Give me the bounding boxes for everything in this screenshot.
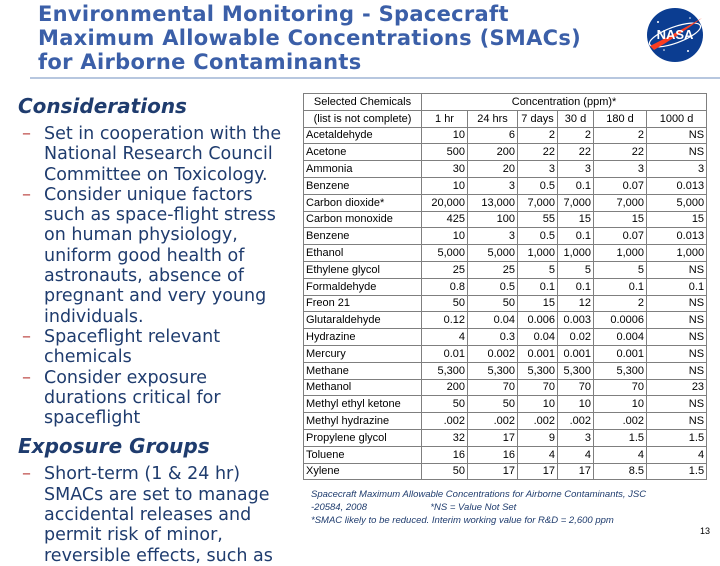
table-footnote: [311, 488, 711, 527]
concentration-cell: 10: [518, 396, 558, 413]
concentration-cell: 1.5: [594, 429, 647, 446]
concentration-cell: 2: [518, 127, 558, 144]
concentration-cell: 7,000: [518, 194, 558, 211]
concentration-cell: 0.001: [558, 345, 594, 362]
header-1000d: 1000 d: [647, 110, 707, 127]
table-body: [304, 127, 707, 480]
table-row: [304, 413, 707, 430]
page-number: 13: [700, 526, 711, 536]
chemical-name-cell: Hydrazine: [304, 329, 422, 346]
concentration-cell: 70: [594, 379, 647, 396]
concentration-cell: 2: [558, 127, 594, 144]
table-row: [304, 211, 707, 228]
bullet-text: Consider unique factors such as space-flight stress on human physiology, uniform good health of astronauts, absence of pregnant and very young individuals.: [44, 184, 276, 327]
concentration-cell: 32: [422, 429, 468, 446]
table-row: [304, 312, 707, 329]
chemical-name-cell: Freon 21: [304, 295, 422, 312]
concentration-cell: 10: [422, 127, 468, 144]
chemical-name-cell: Xylene: [304, 463, 422, 480]
header-concentration: Concentration (ppm)*: [422, 94, 707, 111]
footnote-line-3: *SMAC likely to be reduced. Interim working value for R&D = 2,600 ppm: [311, 515, 614, 526]
concentration-cell: 0.04: [468, 312, 518, 329]
exposure-groups-bullet: [18, 464, 288, 565]
concentration-cell: 0.07: [594, 177, 647, 194]
concentration-cell: 15: [647, 211, 707, 228]
left-column: [18, 92, 288, 566]
concentration-cell: 23: [647, 379, 707, 396]
table-row: [304, 127, 707, 144]
concentration-cell: 7,000: [594, 194, 647, 211]
concentration-cell: 0.003: [558, 312, 594, 329]
concentration-cell: NS: [647, 295, 707, 312]
concentration-cell: .002: [468, 413, 518, 430]
concentration-cell: NS: [647, 362, 707, 379]
concentration-cell: 70: [468, 379, 518, 396]
bullet-text: Short-term (1 & 24 hr) SMACs are set to manage accidental releases and permit risk of minor, reversible effects, such as: [44, 464, 273, 566]
chemical-name-cell: Methyl hydrazine: [304, 413, 422, 430]
considerations-bullet: [18, 368, 288, 429]
concentration-cell: 0.1: [518, 278, 558, 295]
concentration-cell: 50: [422, 295, 468, 312]
concentration-cell: 5,300: [518, 362, 558, 379]
concentration-cell: 0.004: [594, 329, 647, 346]
header-30d: 30 d: [558, 110, 594, 127]
nasa-logo: [644, 6, 706, 64]
considerations-bullet: [18, 185, 288, 327]
chemical-name-cell: Carbon dioxide*: [304, 194, 422, 211]
table-row: [304, 446, 707, 463]
concentration-cell: 3: [594, 161, 647, 178]
concentration-cell: 15: [594, 211, 647, 228]
concentration-cell: 10: [594, 396, 647, 413]
concentration-cell: 8.5: [594, 463, 647, 480]
concentration-cell: NS: [647, 329, 707, 346]
concentration-cell: 3: [647, 161, 707, 178]
title-line-2: Maximum Allowable Concentrations (SMACs): [38, 26, 582, 50]
table-row: [304, 379, 707, 396]
concentration-cell: 0.12: [422, 312, 468, 329]
concentration-cell: .002: [422, 413, 468, 430]
concentration-cell: 5,300: [468, 362, 518, 379]
concentration-cell: 1.5: [647, 463, 707, 480]
concentration-cell: 30: [422, 161, 468, 178]
chemical-name-cell: Propylene glycol: [304, 429, 422, 446]
concentration-cell: .002: [558, 413, 594, 430]
concentration-cell: 5,300: [594, 362, 647, 379]
concentration-cell: 17: [558, 463, 594, 480]
table-row: [304, 245, 707, 262]
page-title: [38, 2, 638, 74]
table-row: [304, 295, 707, 312]
smac-table: [303, 93, 707, 480]
chemical-name-cell: Methanol: [304, 379, 422, 396]
chemical-name-cell: Acetone: [304, 144, 422, 161]
concentration-cell: 15: [558, 211, 594, 228]
concentration-cell: 0.5: [468, 278, 518, 295]
table-row: [304, 329, 707, 346]
concentration-cell: 0.0006: [594, 312, 647, 329]
chemical-name-cell: Mercury: [304, 345, 422, 362]
concentration-cell: 0.1: [594, 278, 647, 295]
table-row: [304, 362, 707, 379]
table-row: [304, 396, 707, 413]
concentration-cell: 2: [594, 295, 647, 312]
concentration-cell: 0.1: [647, 278, 707, 295]
concentration-cell: 17: [468, 429, 518, 446]
concentration-cell: NS: [647, 144, 707, 161]
concentration-cell: 17: [518, 463, 558, 480]
dash-bullet-icon: –: [22, 183, 31, 205]
concentration-cell: 1,000: [594, 245, 647, 262]
table-row: [304, 429, 707, 446]
chemical-name-cell: Toluene: [304, 446, 422, 463]
concentration-cell: NS: [647, 312, 707, 329]
footnote-line-2: -20584, 2008 *NS = Value Not Set: [311, 502, 517, 513]
concentration-cell: 17: [468, 463, 518, 480]
exposure-groups-heading: Exposure Groups: [18, 434, 210, 459]
concentration-cell: .002: [594, 413, 647, 430]
concentration-cell: 3: [468, 228, 518, 245]
table-row: [304, 261, 707, 278]
concentration-cell: 3: [468, 177, 518, 194]
concentration-cell: 0.1: [558, 228, 594, 245]
table-row: [304, 278, 707, 295]
chemical-name-cell: Benzene: [304, 228, 422, 245]
concentration-cell: 10: [558, 396, 594, 413]
concentration-cell: 4: [558, 446, 594, 463]
concentration-cell: 1,000: [558, 245, 594, 262]
concentration-cell: 20,000: [422, 194, 468, 211]
concentration-cell: 50: [468, 295, 518, 312]
nasa-logo-text: NASA: [656, 27, 694, 42]
concentration-cell: 22: [594, 144, 647, 161]
concentration-cell: 50: [422, 463, 468, 480]
chemical-name-cell: Methane: [304, 362, 422, 379]
table-subheader-row: [304, 110, 707, 127]
concentration-cell: 0.02: [558, 329, 594, 346]
concentration-cell: 5,000: [468, 245, 518, 262]
bullet-text: Set in cooperation with the National Research Council Committee on Toxicology.: [44, 124, 282, 185]
concentration-cell: 22: [518, 144, 558, 161]
concentration-cell: 50: [422, 396, 468, 413]
chemical-name-cell: Methyl ethyl ketone: [304, 396, 422, 413]
concentration-cell: 0.001: [518, 345, 558, 362]
table-row: [304, 345, 707, 362]
concentration-cell: 5: [594, 261, 647, 278]
table-row: [304, 144, 707, 161]
concentration-cell: 5,300: [422, 362, 468, 379]
concentration-cell: 0.5: [518, 228, 558, 245]
concentration-cell: .002: [518, 413, 558, 430]
concentration-cell: 3: [558, 161, 594, 178]
concentration-cell: 100: [468, 211, 518, 228]
bullet-text: Spaceflight relevant chemicals: [44, 326, 221, 368]
concentration-cell: 12: [558, 295, 594, 312]
considerations-heading: Considerations: [18, 94, 187, 118]
concentration-cell: 0.001: [594, 345, 647, 362]
concentration-cell: NS: [647, 261, 707, 278]
chemical-name-cell: Carbon monoxide: [304, 211, 422, 228]
dash-bullet-icon: –: [22, 325, 31, 347]
concentration-cell: 4: [518, 446, 558, 463]
concentration-cell: 500: [422, 144, 468, 161]
chemical-name-cell: Ethanol: [304, 245, 422, 262]
concentration-cell: 5,000: [422, 245, 468, 262]
concentration-cell: 1.5: [647, 429, 707, 446]
concentration-cell: 16: [468, 446, 518, 463]
chemical-name-cell: Acetaldehyde: [304, 127, 422, 144]
concentration-cell: 10: [422, 228, 468, 245]
chemical-name-cell: Formaldehyde: [304, 278, 422, 295]
concentration-cell: 0.04: [518, 329, 558, 346]
considerations-bullet: [18, 327, 288, 368]
concentration-cell: 10: [422, 177, 468, 194]
header-180d: 180 d: [594, 110, 647, 127]
table-row: [304, 161, 707, 178]
dash-bullet-icon: –: [22, 463, 31, 485]
concentration-cell: 2: [594, 127, 647, 144]
chemical-name-cell: Ammonia: [304, 161, 422, 178]
concentration-cell: 1,000: [518, 245, 558, 262]
concentration-cell: 0.002: [468, 345, 518, 362]
concentration-cell: 7,000: [558, 194, 594, 211]
concentration-cell: NS: [647, 413, 707, 430]
concentration-cell: 0.1: [558, 177, 594, 194]
concentration-cell: 20: [468, 161, 518, 178]
concentration-cell: 5: [558, 261, 594, 278]
bullet-text: Consider exposure durations critical for spaceflight: [44, 367, 221, 429]
concentration-cell: 9: [518, 429, 558, 446]
concentration-cell: 4: [422, 329, 468, 346]
concentration-cell: 4: [647, 446, 707, 463]
chemical-name-cell: Glutaraldehyde: [304, 312, 422, 329]
concentration-cell: 425: [422, 211, 468, 228]
concentration-cell: 0.006: [518, 312, 558, 329]
concentration-cell: 25: [468, 261, 518, 278]
concentration-cell: 0.013: [647, 228, 707, 245]
concentration-cell: 5,300: [558, 362, 594, 379]
concentration-cell: 13,000: [468, 194, 518, 211]
header-1hr: 1 hr: [422, 110, 468, 127]
dash-bullet-icon: –: [22, 123, 31, 144]
footnote-line-1: Spacecraft Maximum Allowable Concentrations for Airborne Contaminants, JSC: [311, 489, 647, 500]
considerations-bullet: [18, 124, 288, 185]
concentration-cell: 70: [518, 379, 558, 396]
concentration-cell: 15: [518, 295, 558, 312]
concentration-cell: NS: [647, 345, 707, 362]
concentration-cell: 1,000: [647, 245, 707, 262]
header-list-note: (list is not complete): [304, 110, 422, 127]
concentration-cell: 0.8: [422, 278, 468, 295]
concentration-cell: 50: [468, 396, 518, 413]
concentration-cell: 200: [422, 379, 468, 396]
concentration-cell: 0.3: [468, 329, 518, 346]
header-selected-chemicals: Selected Chemicals: [304, 94, 422, 111]
concentration-cell: 5: [518, 261, 558, 278]
table-row: [304, 463, 707, 480]
title-divider: [30, 77, 720, 79]
chemical-name-cell: Benzene: [304, 177, 422, 194]
title-line-3: for Airborne Contaminants: [38, 50, 362, 74]
title-line-1: Environmental Monitoring - Spacecraft: [38, 2, 509, 26]
concentration-cell: 5,000: [647, 194, 707, 211]
concentration-cell: 55: [518, 211, 558, 228]
concentration-cell: 22: [558, 144, 594, 161]
concentration-cell: 0.01: [422, 345, 468, 362]
concentration-cell: NS: [647, 127, 707, 144]
concentration-cell: 4: [594, 446, 647, 463]
concentration-cell: 0.1: [558, 278, 594, 295]
dash-bullet-icon: –: [22, 366, 31, 388]
header-7days: 7 days: [518, 110, 558, 127]
concentration-cell: 70: [558, 379, 594, 396]
table-row: [304, 228, 707, 245]
concentration-cell: 3: [518, 161, 558, 178]
table-row: [304, 194, 707, 211]
concentration-cell: 200: [468, 144, 518, 161]
concentration-cell: 6: [468, 127, 518, 144]
table-row: [304, 177, 707, 194]
table-header-row: [304, 94, 707, 111]
concentration-cell: 3: [558, 429, 594, 446]
smac-table-container: [303, 93, 706, 480]
chemical-name-cell: Ethylene glycol: [304, 261, 422, 278]
concentration-cell: 0.07: [594, 228, 647, 245]
concentration-cell: 25: [422, 261, 468, 278]
concentration-cell: 0.5: [518, 177, 558, 194]
header-24hrs: 24 hrs: [468, 110, 518, 127]
concentration-cell: 0.013: [647, 177, 707, 194]
concentration-cell: NS: [647, 396, 707, 413]
concentration-cell: 16: [422, 446, 468, 463]
